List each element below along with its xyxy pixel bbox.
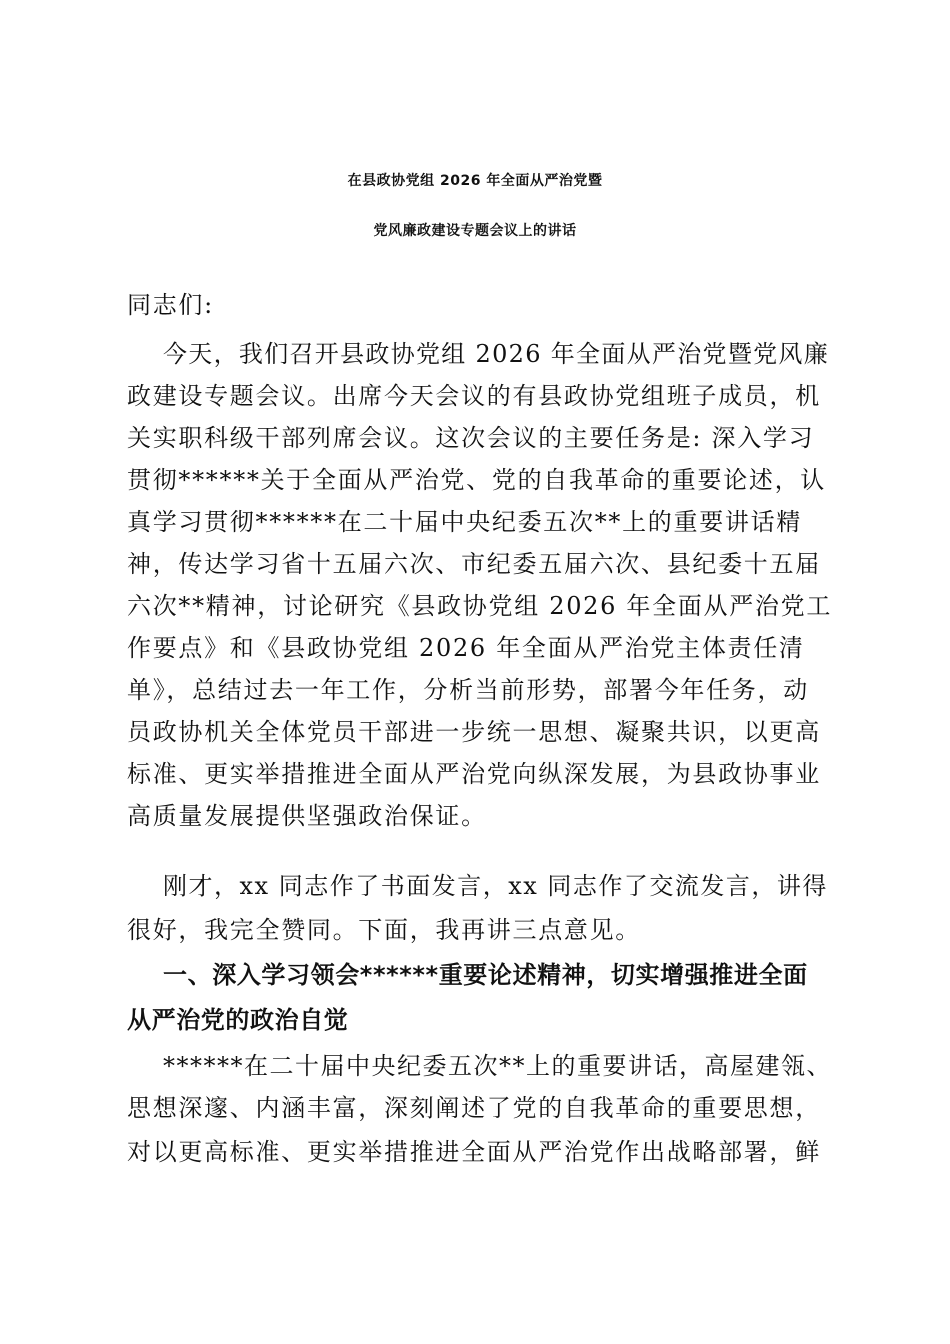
document-title-line-1: 在县政协党组 2026 年全面从严治党暨: [347, 173, 603, 189]
body-line: 作要点》和《县政协党组 2026 年全面从严治党主体责任清: [127, 634, 805, 662]
section-heading-line-1: 一、深入学习领会******重要论述精神，切实增强推进全面: [163, 961, 808, 989]
body-line: 今天，我们召开县政协党组 2026 年全面从严治党暨党风廉: [163, 340, 830, 368]
body-line: 标准、更实举措推进全面从严治党向纵深发展，为县政协事业: [127, 760, 821, 788]
section-heading-line-2: 从严治党的政治自觉: [127, 1006, 349, 1034]
body-line: 员政协机关全体党员干部进一步统一思想、凝聚共识，以更高: [127, 718, 821, 746]
body-line: 政建设专题会议。出席今天会议的有县政协党组班子成员，机: [127, 382, 821, 410]
body-line: 六次**精神，讨论研究《县政协党组 2026 年全面从严治党工: [127, 592, 833, 620]
body-line: 很好，我完全赞同。下面，我再讲三点意见。: [127, 916, 641, 944]
body-line: 真学习贯彻******在二十届中央纪委五次**上的重要讲话精: [127, 508, 802, 536]
body-line: 思想深邃、内涵丰富，深刻阐述了党的自我革命的重要思想，: [127, 1094, 821, 1122]
body-line: 刚才，xx 同志作了书面发言，xx 同志作了交流发言，讲得: [163, 872, 828, 900]
body-line: 神，传达学习省十五届六次、市纪委五届六次、县纪委十五届: [127, 550, 821, 578]
salutation: 同志们:: [127, 291, 214, 319]
body-line: 关实职科级干部列席会议。这次会议的主要任务是: 深入学习: [127, 424, 815, 452]
body-line: 贯彻******关于全面从严治党、党的自我革命的重要论述，认: [127, 466, 826, 494]
body-line: 单》，总结过去一年工作，分析当前形势，部署今年任务，动: [127, 676, 809, 704]
document-title-line-2: 党风廉政建设专题会议上的讲话: [373, 223, 577, 239]
body-line: 高质量发展提供坚强政治保证。: [127, 802, 487, 830]
body-line: 对以更高标准、更实举措推进全面从严治党作出战略部署，鲜: [127, 1138, 821, 1166]
body-line: ******在二十届中央纪委五次**上的重要讲话，高屋建瓴、: [163, 1052, 832, 1080]
